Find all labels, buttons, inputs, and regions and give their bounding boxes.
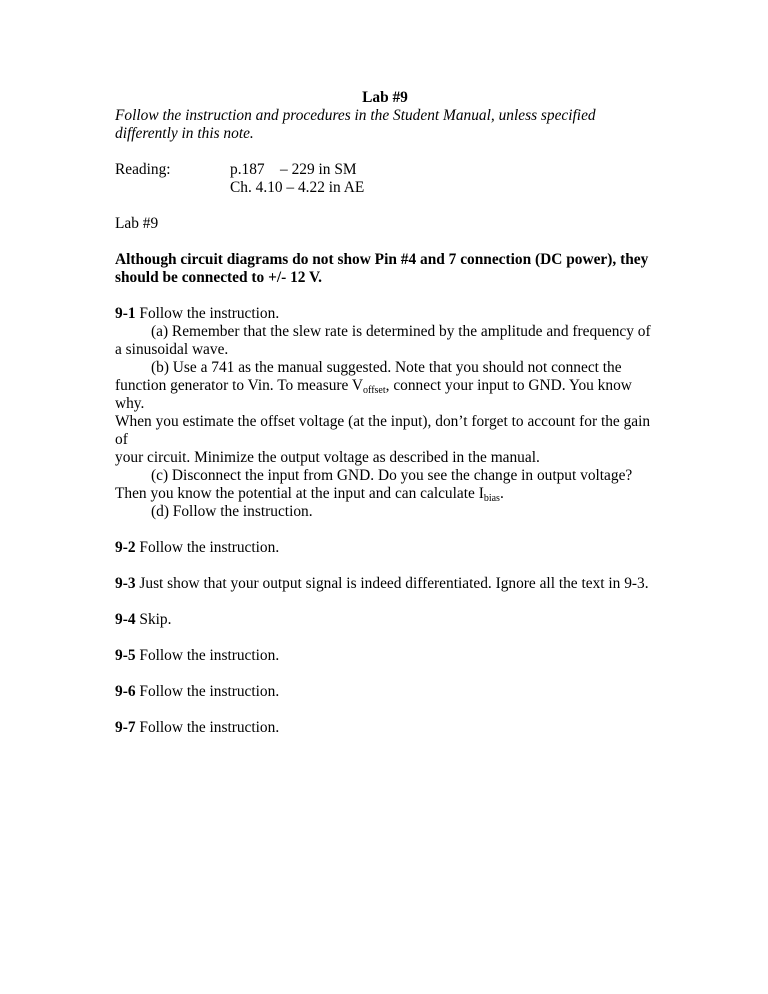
section-number: 9-4: [115, 611, 136, 628]
section-9-1: [115, 305, 655, 521]
section-9-7: [115, 719, 655, 737]
step-c-line1: (c) Disconnect the input from GND. Do you see the change in output voltage?: [151, 467, 633, 484]
step-c-text: Then you know the potential at the input and can calculate I: [115, 485, 484, 502]
offset-subscript: offset: [363, 385, 386, 396]
reading-block: [115, 161, 655, 197]
step-b-line2: [115, 377, 655, 413]
section-number: 9-6: [115, 683, 136, 700]
section-9-6: [115, 683, 655, 701]
reading-line-ae: Ch. 4.10 – 4.22 in AE: [230, 179, 365, 196]
step-b-line1: (b) Use a 741 as the manual suggested. Note that you should not connect the: [151, 359, 622, 376]
section-text: Follow the instruction.: [135, 719, 280, 736]
section-number: 9-1: [115, 305, 136, 322]
step-b-text: function generator to Vin. To measure V: [115, 377, 364, 394]
lab-label: Lab #9: [115, 215, 159, 232]
intro-note: Follow the instruction and procedures in the Student Manual, unless specified differently in this note.: [115, 107, 596, 142]
step-a-line1: (a) Remember that the slew rate is determined by the amplitude and frequency of: [151, 323, 651, 340]
reading-label: Reading:: [115, 161, 171, 178]
section-number: 9-7: [115, 719, 136, 736]
section-text: Just show that your output signal is indeed differentiated. Ignore all the text in 9-3.: [135, 575, 649, 592]
step-b-tail: , connect your input to GND. You know why.: [115, 377, 632, 412]
section-9-5: [115, 647, 655, 665]
step-c-line2: [115, 485, 655, 503]
page-title: Lab #9: [362, 89, 408, 106]
section-9-3: [115, 575, 655, 593]
section-text: Follow the instruction.: [135, 305, 280, 322]
document-page: [115, 89, 655, 737]
section-text: Skip.: [135, 611, 172, 628]
section-text: Follow the instruction.: [135, 683, 280, 700]
reading-lines: [230, 161, 364, 197]
step-d-line: (d) Follow the instruction.: [151, 503, 313, 520]
step-b-line3: When you estimate the offset voltage (at the input), don’t forget to account for the gain of: [115, 413, 651, 448]
reading-line-sm: p.187 – 229 in SM: [230, 161, 357, 178]
step-c-tail: .: [499, 485, 504, 502]
step-b-line4: your circuit. Minimize the output voltage as described in the manual.: [115, 449, 540, 466]
section-number: 9-2: [115, 539, 136, 556]
section-text: Follow the instruction.: [135, 539, 280, 556]
section-number: 9-5: [115, 647, 136, 664]
section-text: Follow the instruction.: [135, 647, 280, 664]
bias-subscript: bias: [483, 493, 500, 504]
power-warning: Although circuit diagrams do not show Pin #4 and 7 connection (DC power), they should be connected to +/- 12 V.: [115, 251, 649, 286]
section-number: 9-3: [115, 575, 136, 592]
section-9-4: [115, 611, 655, 629]
section-9-2: [115, 539, 655, 557]
step-a-line2: a sinusoidal wave.: [115, 341, 229, 358]
